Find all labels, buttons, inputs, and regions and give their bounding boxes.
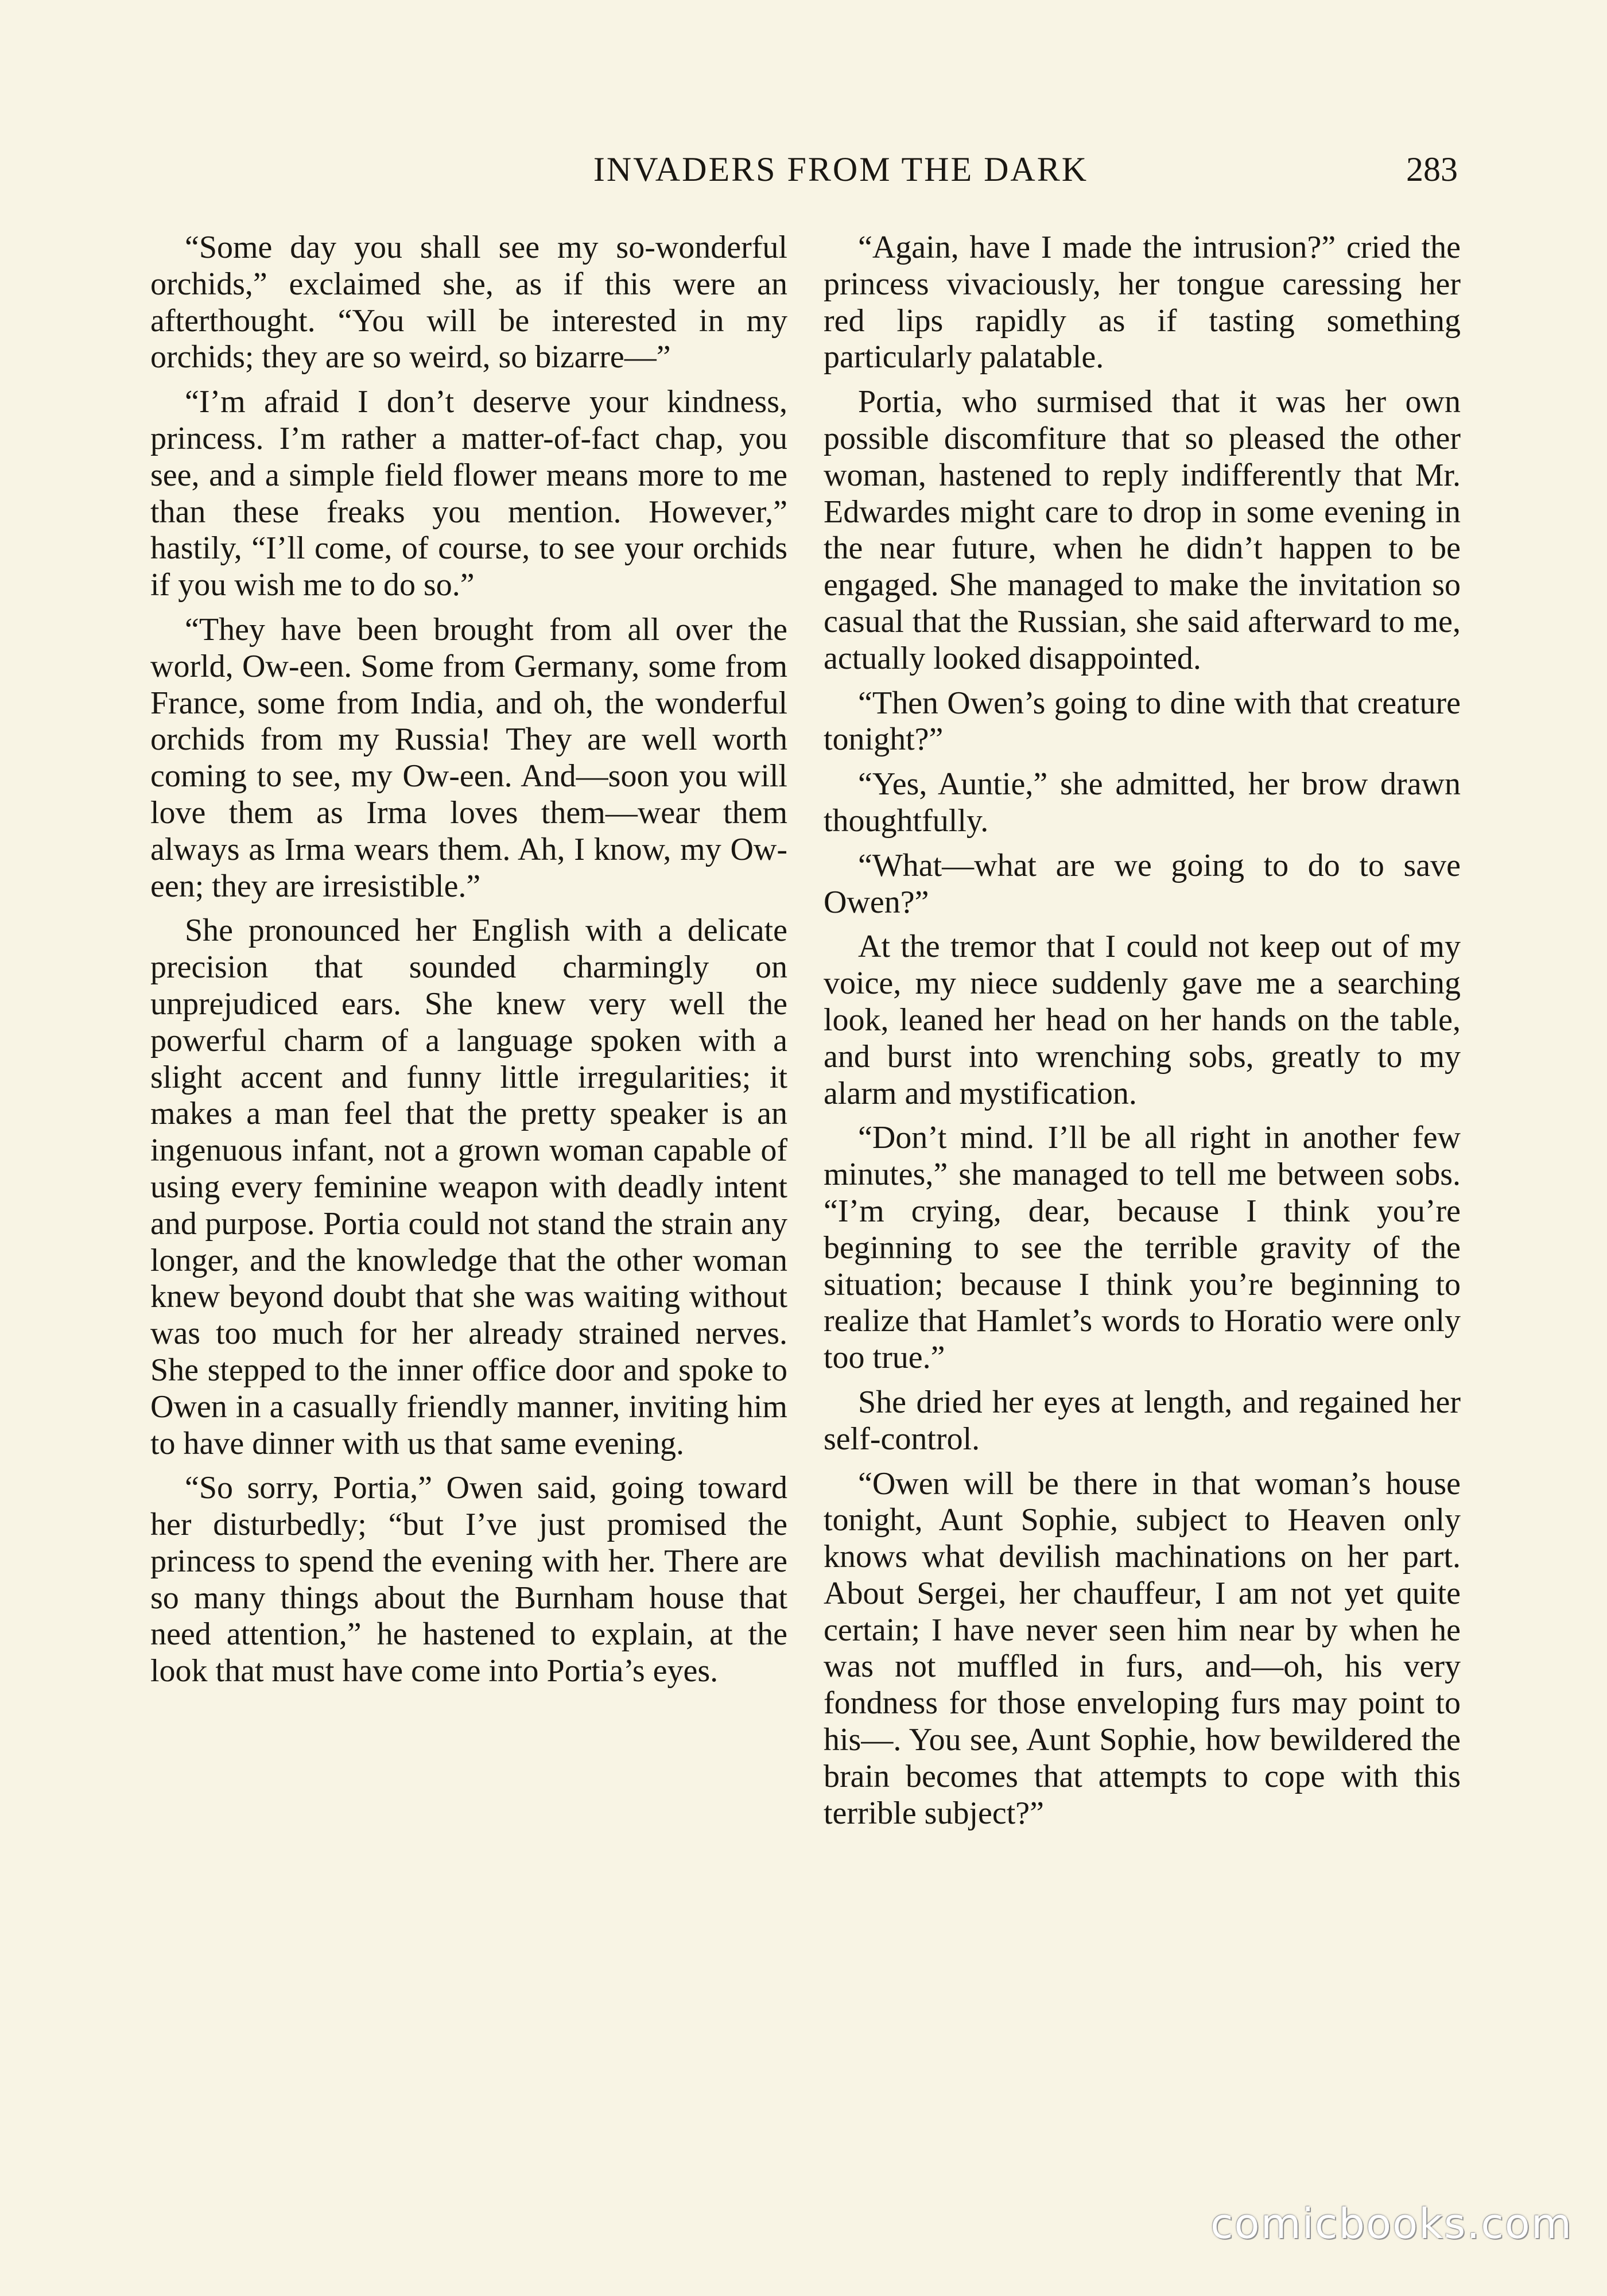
paragraph: “Owen will be there in that woman’s house tonight, Aunt Sophie, subject to Heaven only knows what devilish machinations on her part. About Sergei, her chauffeur, I am not yet quite certain; I have never seen him near by when he was not muffled in furs, and—oh, his very fondness for those enveloping furs may point to his—. You see, Aunt Sophie, how bewildered the brain becomes that attempts to cope with this terrible subject?” [824, 1465, 1461, 1831]
paragraph: “Again, have I made the intrusion?” cried the princess vivaciously, her tongue caressing her red lips rapidly as if tasting something particularly palatable. [824, 230, 1461, 375]
paragraph: “They have been brought from all over the world, Ow-een. Some from Germany, some from France, some from India, and oh, the wonderful orchids from my Russia! They are well worth coming to see, my Ow-een. And—soon you will love them as Irma loves them—wear them always as Irma wears them. Ah, I know, my Ow-een; they are irresistible.” [150, 611, 787, 904]
paragraph: “So sorry, Portia,” Owen said, going toward her disturbedly; “but I’ve just promised the princess to spend the evening with her. There are so many things about the Burnham house that need attention,” he hastened to explain, at the look that must have come into Portia’s eyes. [150, 1470, 787, 1689]
paragraph: “Don’t mind. I’ll be all right in another few minutes,” she managed to tell me between sobs. “I’m crying, dear, because I think you’re beginning to see the terrible gravity of the situation; because I think you’re beginning to realize that Hamlet’s words to Horatio were only too true.” [824, 1120, 1461, 1376]
paragraph: Portia, who surmised that it was her own possible discomfiture that so pleased the other woman, hastened to reply indifferently that Mr. Edwardes might care to drop in some evening in the near future, when he didn’t happen to be engaged. She managed to make the invitation so casual that the Russian, she said afterward to me, actually looked disappointed. [824, 384, 1461, 676]
paragraph: At the tremor that I could not keep out of my voice, my niece suddenly gave me a searching look, leaned her head on her hands on the table, and burst into wrenching sobs, greatly to my alarm and mystification. [824, 929, 1461, 1111]
paragraph: “I’m afraid I don’t deserve your kindness, princess. I’m rather a matter-of-fact chap, you see, and a simple field flower means more to me than these freaks you mention. However,” hastily, “I’ll come, of course, to see your orchids if you wish me to do so.” [150, 384, 787, 603]
paragraph: She dried her eyes at length, and regained her self-control. [824, 1384, 1461, 1457]
left-text-column [150, 230, 787, 1698]
paragraph: “Then Owen’s going to dine with that creature tonight?” [824, 685, 1461, 758]
paragraph: “What—what are we going to do to save Owen?” [824, 847, 1461, 920]
paragraph: “Yes, Auntie,” she admitted, her brow drawn thoughtfully. [824, 766, 1461, 839]
page-number: 283 [1406, 150, 1458, 188]
site-watermark: comicbooks.com [1210, 2200, 1573, 2248]
right-text-column [824, 230, 1461, 1840]
running-head-title: INVADERS FROM THE DARK [593, 150, 1089, 188]
paragraph: “Some day you shall see my so-wonderful orchids,” exclaimed she, as if this were an afterthought. “You will be interested in my orchids; they are so weird, so bizarre—” [150, 230, 787, 375]
page-header [155, 144, 1458, 195]
paragraph: She pronounced her English with a delicate precision that sounded charmingly on unprejudiced ears. She knew very well the powerful charm of a language spoken with a slight accent and funny little irregularities; it makes a man feel that the pretty speaker is an ingenuous infant, not a grown woman capable of using every feminine weapon with deadly intent and purpose. Portia could not stand the strain any longer, and the knowledge that the other woman knew beyond doubt that she was waiting without was too much for her already strained nerves. She stepped to the inner office door and spoke to Owen in a casually friendly manner, inviting him to have dinner with us that same evening. [150, 913, 787, 1461]
